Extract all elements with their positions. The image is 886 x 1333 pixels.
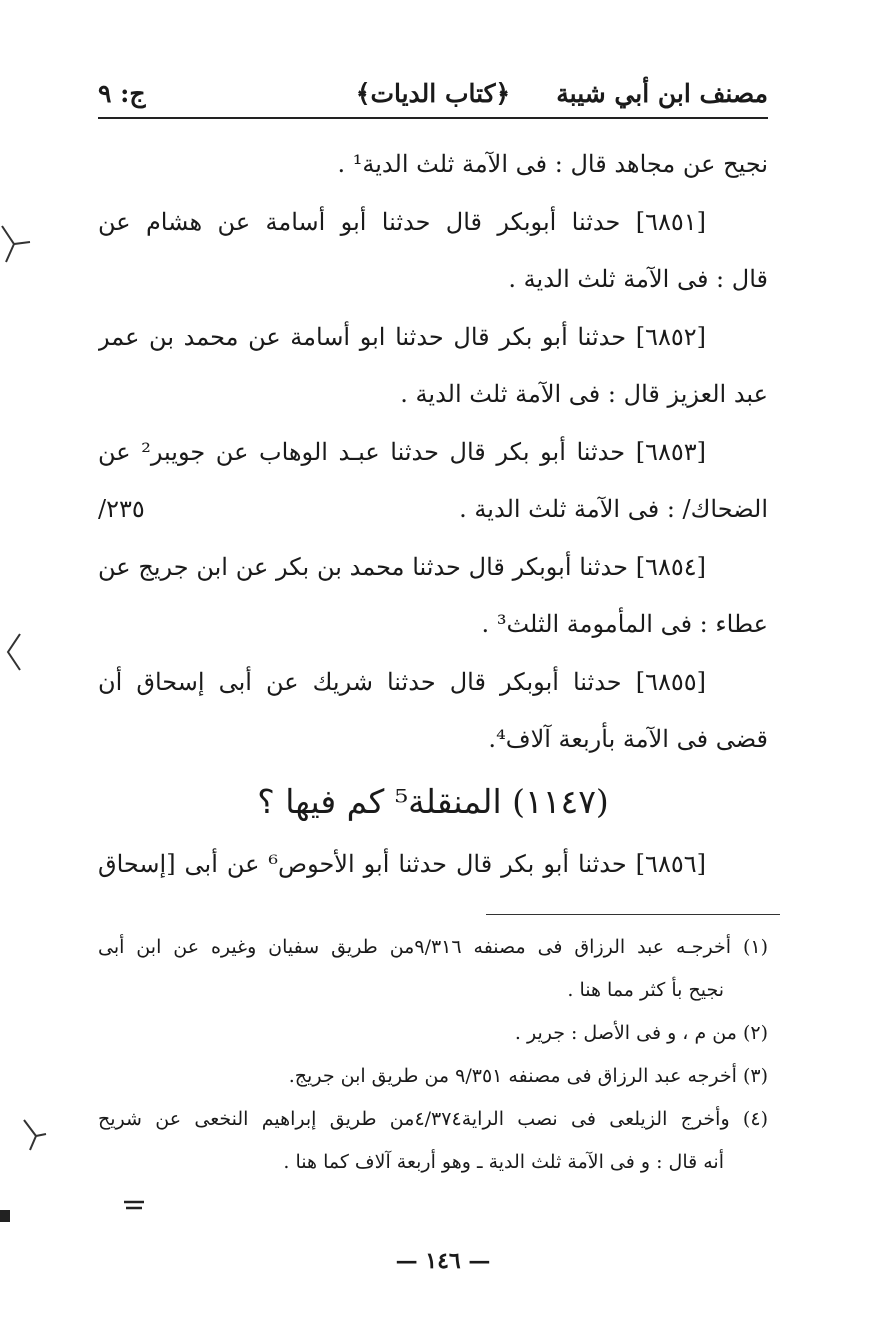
section-title: ﴿كتاب الديات﴾ — [355, 78, 511, 108]
text-line: قال : فى الآمة ثلث الدية . — [508, 265, 768, 293]
footnote-1-cont: نجيح بأ كثر مما هنا . — [567, 979, 724, 1001]
footnotes — [98, 926, 768, 1184]
binding-mark — [0, 218, 34, 268]
main-text — [98, 136, 768, 769]
hadith-6852: [٦٨٥٢] حدثنا أبو بكر قال حدثنا ابو أسامة عن محمد بن عمر — [98, 322, 706, 351]
footnote-2: (٢) من م ، و فى الأصل : جرير . — [514, 1022, 768, 1044]
hadith-6853: [٦٨٥٣] حدثنا أبو بكر قال حدثنا عبـد الوهاب عن جويبر² عن — [98, 437, 707, 466]
footnote-1: (١) أخرجـه عبد الرزاق فى مصنفه ٩/٣١٦من طريق سفيان وغيره عن ابن أبى — [98, 936, 768, 958]
footnote-rule — [486, 914, 780, 915]
hadith-6851: [٦٨٥١] حدثنا أبوبكر قال حدثنا أبو أسامة عن هشام عن — [98, 207, 706, 236]
margin-page-ref: ٢٣٥/ — [98, 495, 145, 523]
hadith-6856: [٦٨٥٦] حدثنا أبو بكر قال حدثنا أبو الأحوص⁶ عن أبى [إسحاق — [98, 850, 706, 878]
volume-number: ج: ٩ — [98, 78, 146, 108]
binding-mark — [0, 630, 24, 676]
text-line: الضحاك/ : فى الآمة ثلث الدية . — [459, 495, 768, 523]
ink-mark — [122, 1198, 146, 1212]
page-number: — ١٤٦ — — [395, 1248, 491, 1274]
text-line: قضى فى الآمة بأربعة آلاف⁴. — [488, 725, 768, 753]
hadith-6855: [٦٨٥٥] حدثنا أبوبكر قال حدثنا شريك عن أبى إسحاق أن — [98, 667, 706, 696]
running-header — [98, 70, 768, 116]
footnote-3: (٣) أخرجه عبد الرزاق فى مصنفه ٩/٣٥١ من طريق ابن جريج. — [288, 1065, 768, 1087]
text-line-with-margin-ref — [98, 481, 768, 539]
text-line: نجيح عن مجاهد قال : فى الآمة ثلث الدية¹ . — [337, 150, 768, 178]
chapter-heading: (١١٤٧) المنقلة⁵ كم فيها ؟ — [257, 782, 609, 821]
binding-mark — [0, 1210, 10, 1222]
binding-mark — [20, 1114, 50, 1154]
text-line: عبد العزيز قال : فى الآمة ثلث الدية . — [400, 380, 768, 408]
footnote-4-cont: أنه قال : و فى الآمة ثلث الدية ـ وهو أربعة آلاف كما هنا . — [283, 1151, 724, 1173]
hadith-6854: [٦٨٥٤] حدثنا أبوبكر قال حدثنا محمد بن بكر عن ابن جريج عن — [98, 552, 706, 581]
text-line: عطاء : فى المأمومة الثلث³ . — [481, 610, 768, 638]
footnote-4: (٤) وأخرج الزيلعى فى نصب الراية٤/٣٧٤من طريق إبراهيم النخعى عن شريح — [98, 1108, 768, 1130]
book-name: مصنف ابن أبي شيبة — [556, 78, 768, 108]
header-rule — [98, 117, 768, 119]
